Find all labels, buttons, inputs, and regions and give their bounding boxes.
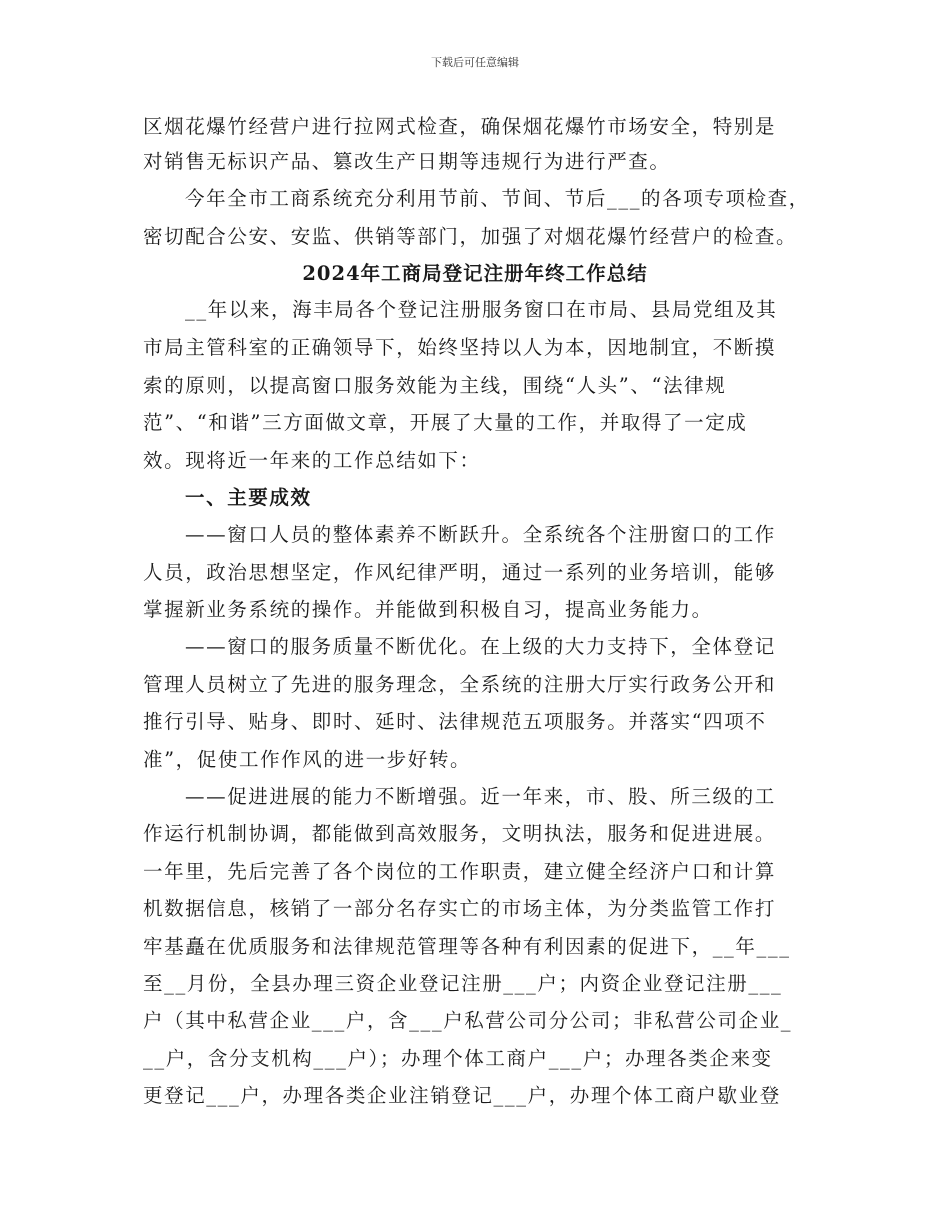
body-line: 市局主管科室的正确领导下，始终坚持以人为本，因地制宜，不断摸 bbox=[143, 336, 777, 359]
body-line: 今年全市工商系统充分利用节前、节间、节后___的各项专项检查， bbox=[185, 187, 810, 210]
body-line: 效。现将近一年来的工作总结如下： bbox=[143, 449, 481, 472]
body-line: 机数据信息，核销了一部分名存实亡的市场主体，为分类监管工作打 bbox=[143, 897, 777, 920]
body-line: ——窗口人员的整体素养不断跃升。全系统各个注册窗口的工作 bbox=[185, 523, 776, 546]
body-line: 准”，促使工作作风的进一步好转。 bbox=[143, 748, 472, 771]
body-line: 户（其中私营企业___户，含___户私营公司分公司；非私营公司企业_ bbox=[143, 1009, 793, 1032]
body-line: 人员，政治思想坚定，作风纪律严明，通过一系列的业务培训，能够 bbox=[143, 561, 777, 584]
body-line: __户，含分支机构___户）；办理个体工商户___户；办理各类企来变 bbox=[143, 1047, 773, 1070]
body-line: 索的原则，以提高窗口服务效能为主线，围绕“人头”、“法律规 bbox=[143, 374, 727, 397]
body-line: 推行引导、贴身、即时、延时、法律规范五项服务。并落实“四项不 bbox=[143, 710, 767, 733]
body-line: 更登记___户，办理各类企业注销登记___户，办理个体工商户歇业登 bbox=[143, 1084, 781, 1107]
body-line: 范”、“和谐”三方面做文章，开展了大量的工作，并取得了一定成 bbox=[143, 411, 748, 434]
document-title: 2024年工商局登记注册年终工作总结 bbox=[302, 262, 648, 285]
body-line: 一年里，先后完善了各个岗位的工作职责，建立健全经济户口和计算 bbox=[143, 860, 777, 883]
body-line: ——促进进展的能力不断增强。近一年来，市、股、所三级的工 bbox=[185, 785, 776, 808]
header-note: 下载后可任意编辑 bbox=[431, 56, 519, 69]
body-line: 牢基矗在优质服务和法律规范管理等各种有利因素的促进下，__年___ bbox=[143, 935, 791, 958]
body-line: 区烟花爆竹经营户进行拉网式检查，确保烟花爆竹市场安全，特别是 bbox=[143, 115, 777, 138]
body-line: 至__月份，全县办理三资企业登记注册___户；内资企业登记注册___ bbox=[143, 972, 783, 995]
body-line: 密切配合公安、安监、供销等部门，加强了对烟花爆竹经营户的检查。 bbox=[143, 225, 798, 248]
body-line: ——窗口的服务质量不断优化。在上级的大力支持下，全体登记 bbox=[185, 635, 776, 658]
body-line: 作运行机制协调，都能做到高效服务，文明执法，服务和促进进展。 bbox=[143, 822, 777, 845]
body-line: __年以来，海丰局各个登记注册服务窗口在市局、县局党组及其 bbox=[185, 298, 778, 321]
body-line: 管理人员树立了先进的服务理念，全系统的注册大厅实行政务公开和 bbox=[143, 673, 777, 696]
body-line: 掌握新业务系统的操作。并能做到积极自习，提高业务能力。 bbox=[143, 598, 713, 621]
body-line: 对销售无标识产品、篡改生产日期等违规行为进行严查。 bbox=[143, 150, 671, 173]
section-heading: 一、主要成效 bbox=[185, 486, 312, 509]
